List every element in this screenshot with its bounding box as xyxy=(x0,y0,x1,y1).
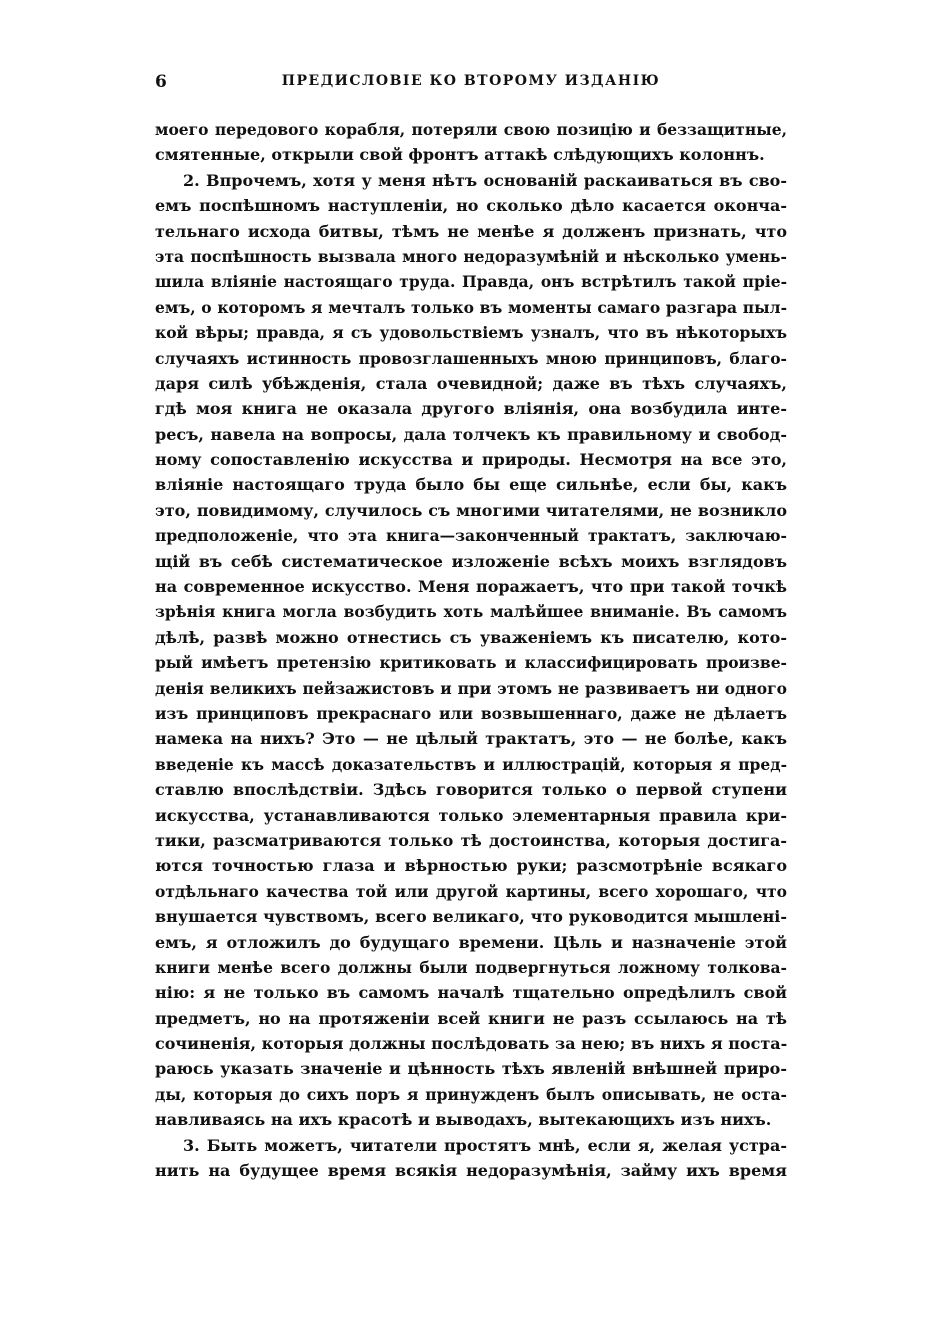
text-line: ному сопоставленію искусства и природы. Несмотря на все это, xyxy=(155,450,787,470)
text-line: нію: я не только въ самомъ началѣ тщательно опредѣлилъ свой xyxy=(155,983,787,1003)
text-line: на современное искусство. Меня поражаетъ, что при такой точкѣ xyxy=(155,577,787,597)
running-title: ПРЕДИСЛОВІЕ КО ВТОРОМУ ИЗДАНІЮ xyxy=(281,73,661,89)
text-line: это, повидимому, случилось съ многими читателями, не возникло xyxy=(155,500,787,520)
text-line: тики, разсматриваются только тѣ достоинства, которыя достига- xyxy=(155,830,787,850)
text-line: искусства, устанавливаются только элементарныя правила кри- xyxy=(155,805,787,825)
text-line: моего передового корабля, потеряли свою позицію и беззащитные, xyxy=(155,120,787,139)
text-line: раюсь указать значеніе и цѣнность тѣхъ явленій внѣшней приро- xyxy=(155,1059,787,1079)
text-line: зрѣнія книга могла возбудить хоть малѣйшее вниманіе. Въ самомъ xyxy=(155,602,787,622)
text-line: вліяніе настоящаго труда было бы еще сильнѣе, если бы, какъ xyxy=(155,475,787,495)
text-line: нить на будущее время всякія недоразумѣнія, займу ихъ время xyxy=(155,1161,787,1181)
text-line: щій въ себѣ систематическое изложеніе всѣхъ моихъ взглядовъ xyxy=(155,551,787,571)
text-line: шила вліяніе настоящаго труда. Правда, онъ встрѣтилъ такой пріе- xyxy=(155,272,787,292)
text-line: ставлю впослѣдствіи. Здѣсь говорится только о первой ступени xyxy=(155,780,787,800)
text-line: гдѣ моя книга не оказала другого вліянія, она возбудила инте- xyxy=(155,399,787,419)
text-line: предположеніе, что эта книга—законченный трактатъ, заключаю- xyxy=(155,526,787,546)
text-line: дѣлѣ, развѣ можно отнестись съ уваженіемъ къ писателю, кото- xyxy=(155,627,787,647)
page-number: 6 xyxy=(155,72,167,92)
text-line: тельнаго исхода битвы, тѣмъ не менѣе я долженъ признать, что xyxy=(155,221,787,241)
text-line: емъ, о которомъ я мечталъ только въ моменты самаго разгара пыл- xyxy=(155,297,787,317)
text-line: внушается чувствомъ, всего великаго, что руководится мышлені- xyxy=(155,907,787,927)
text-line: емъ поспѣшномъ наступленіи, но сколько дѣло касается оконча- xyxy=(155,196,787,216)
text-line: даря силѣ убѣжденія, стала очевидной; даже въ тѣхъ случаяхъ, xyxy=(155,373,787,393)
text-line: предметъ, но на протяженіи всей книги не разъ ссылаюсь на тѣ xyxy=(155,1008,787,1028)
text-line: отдѣльнаго качества той или другой картины, всего хорошаго, что xyxy=(155,881,787,901)
text-line: рый имѣетъ претензію критиковать и классифицировать произве- xyxy=(155,653,787,673)
text-line: кой вѣры; правда, я съ удовольствіемъ узналъ, что въ нѣкоторыхъ xyxy=(155,323,787,343)
text-line: книги менѣе всего должны были подвергнуться ложному толкова- xyxy=(155,957,787,977)
paragraph-start-line: 2. Впрочемъ, хотя у меня нѣтъ основаній раскаиваться въ сво- xyxy=(183,170,787,190)
text-line: изъ принциповъ прекраснаго или возвышеннаго, даже не дѣлаетъ xyxy=(155,703,787,723)
text-line: введеніе къ массѣ доказательствъ и иллюстрацій, которыя я пред- xyxy=(155,754,787,774)
text-line: емъ, я отложилъ до будущаго времени. Цѣль и назначеніе этой xyxy=(155,932,787,952)
text-line: сочиненія, которыя должны послѣдовать за нею; въ нихъ я поста- xyxy=(155,1034,787,1054)
paragraph-end-line: навливаясь на ихъ красотѣ и выводахъ, вытекающихъ изъ нихъ. xyxy=(155,1110,772,1130)
body-text xyxy=(155,117,787,1183)
page-header xyxy=(155,72,787,98)
text-line: ресъ, навела на вопросы, дала толчекъ къ правильному и свобод- xyxy=(155,424,787,444)
paragraph-end-line: смятенные, открыли свой фронтъ аттакѣ слѣдующихъ колоннъ. xyxy=(155,145,765,165)
text-line: ды, которыя до сихъ поръ я принужденъ былъ описывать, не оста- xyxy=(155,1084,787,1104)
text-line: случаяхъ истинность провозглашенныхъ мною принциповъ, благо- xyxy=(155,348,787,368)
text-line: эта поспѣшность вызвала много недоразумѣній и нѣсколько умень- xyxy=(155,246,787,266)
text-line: денія великихъ пейзажистовъ и при этомъ не развиваетъ ни одного xyxy=(155,678,787,698)
paragraph-start-line: 3. Быть можетъ, читатели простятъ мнѣ, если я, желая устра- xyxy=(183,1135,787,1155)
text-line: ются точностью глаза и вѣрностью руки; разсмотрѣніе всякаго xyxy=(155,856,787,876)
text-line: намека на нихъ? Это — не цѣлый трактатъ, это — не болѣе, какъ xyxy=(155,729,787,749)
